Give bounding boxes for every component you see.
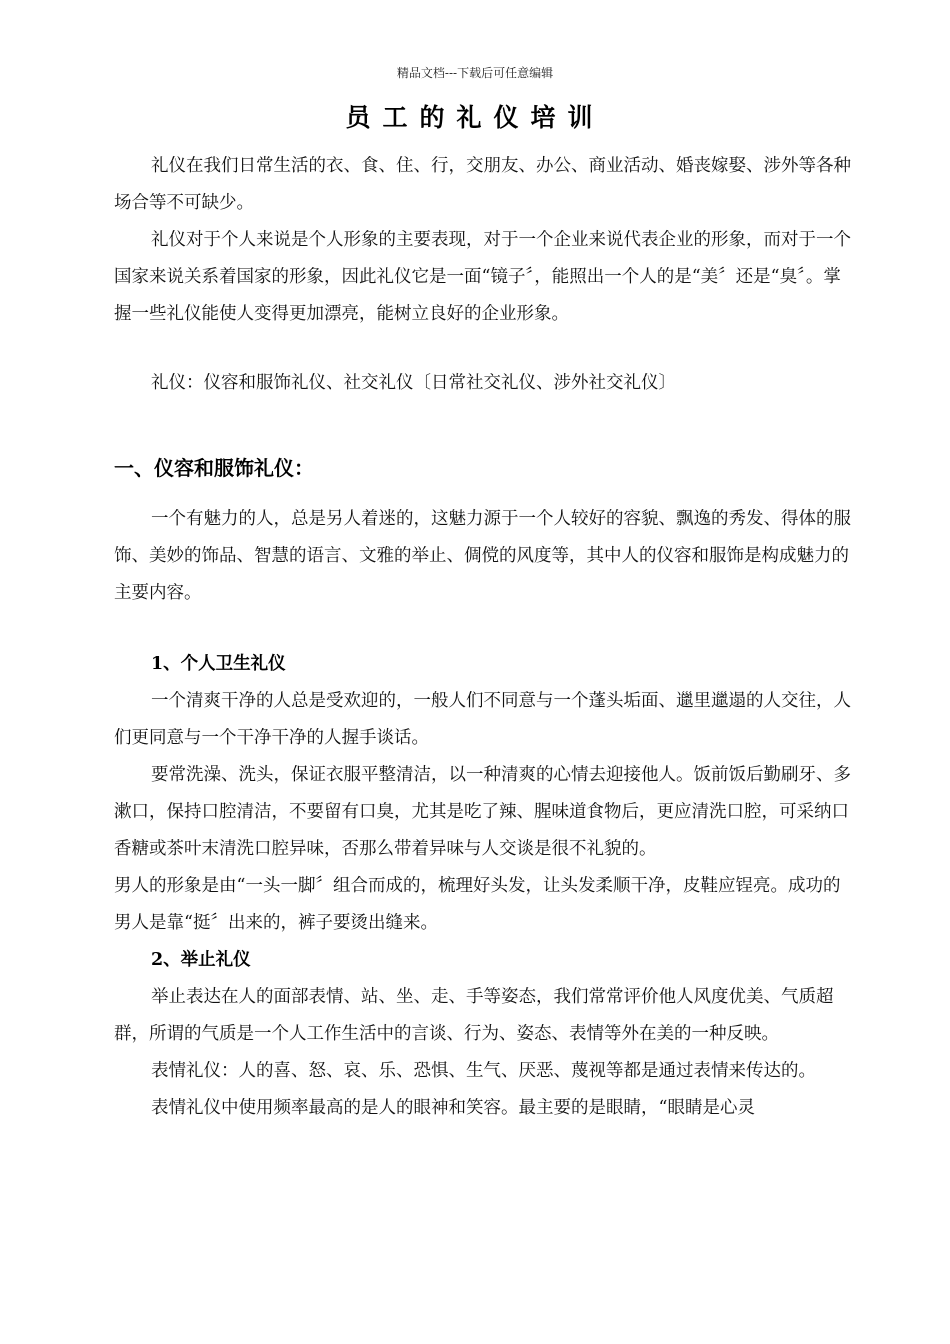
subsection-1-heading: 1、个人卫生礼仪 [151,654,286,674]
subsection-2-paragraph-2: 表情礼仪：人的喜、怒、哀、乐、恐惧、生气、厌恶、蔑视等都是通过表情来传达的。 [151,1061,816,1081]
subsection-1 [114,646,854,1127]
header-note: 精品文档---下载后可任意编辑 [396,66,554,80]
intro-block [114,148,854,333]
section-1 [114,450,854,487]
document-title: 员工的礼仪培训 [345,103,605,132]
subsection-2-paragraph-1: 举止表达在人的面部表情、站、坐、走、手等姿态，我们常常评价他人风度优美、气质超群，所谓的气质是一个人工作生活中的言谈、行为、姿态、表情等外在美的一种反映。 [114,987,834,1044]
subsection-1-paragraph-1: 一个清爽干净的人总是受欢迎的，一般人们不同意与一个蓬头垢面、邋里邋遢的人交往，人们更同意与一个干净干净的人握手谈话。 [114,691,851,748]
intro-summary-block [114,365,854,402]
intro-paragraph-3: 礼仪：仪容和服饰礼仪、社交礼仪〔日常社交礼仪、涉外社交礼仪〕 [151,373,676,393]
section-1-body [114,501,854,612]
section-1-heading: 一、仪容和服饰礼仪： [114,456,314,480]
subsection-2-paragraph-3: 表情礼仪中使用频率最高的是人的眼神和笑容。最主要的是眼睛，“眼睛是心灵 [151,1098,755,1118]
intro-paragraph-2: 礼仪对于个人来说是个人形象的主要表现，对于一个企业来说代表企业的形象，而对于一个国家来说关系着国家的形象，因此礼仪它是一面“镜子〞，能照出一个人的是“美〞还是“臭〞。掌握一些礼仪能使人变得更加漂亮，能树立良好的企业形象。 [114,230,851,324]
subsection-1-paragraph-2: 要常洗澡、洗头，保证衣服平整清洁，以一种清爽的心情去迎接他人。饭前饭后勤刷牙、多漱口，保持口腔清洁，不要留有口臭，尤其是吃了辣、腥味道食物后，更应清洗口腔，可采纳口香糖或茶叶末清洗口腔异味，否那么带着异味与人交谈是很不礼貌的。 [114,765,851,859]
section-1-paragraph: 一个有魅力的人，总是另人着迷的，这魅力源于一个人较好的容貌、飘逸的秀发、得体的服饰、美妙的饰品、智慧的语言、文雅的举止、倜傥的风度等，其中人的仪容和服饰是构成魅力的主要内容。 [114,509,851,603]
subsection-2-heading: 2、举止礼仪 [151,950,251,970]
intro-paragraph-1: 礼仪在我们日常生活的衣、食、住、行，交朋友、办公、商业活动、婚丧嫁娶、涉外等各种场合等不可缺少。 [114,156,851,213]
subsection-1-paragraph-3: 男人的形象是由“一头一脚〞组合而成的，梳理好头发，让头发柔顺干净，皮鞋应锃亮。成功的男人是靠“挺〞出来的，裤子要烫出缝来。 [114,876,841,933]
